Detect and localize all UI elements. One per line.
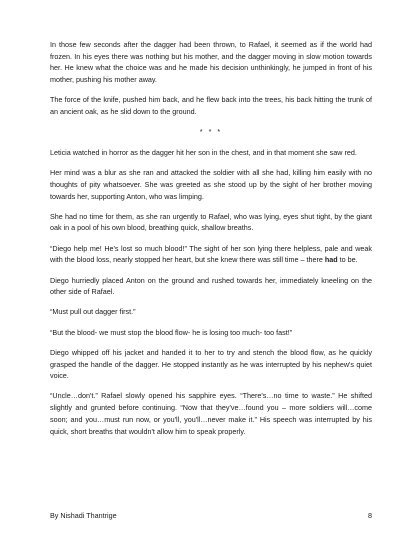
paragraph: “Uncle…don't.” Rafael slowly opened his sapphire eyes. “There's…no time to waste.” He shifted slightly and grunted before continuing. “Now that they've…found you – more soldiers will…come soon; and you…must run now, or you'll, you'll…never make it.” His speech was interrupted by his quick, short breaths that wouldn't allow him to speak properly. [50,391,372,436]
paragraph: The force of the knife, pushed him back, and he flew back into the trees, his back hitting the trunk of an ancient oak, as he slid down to the ground. [50,95,372,117]
paragraph: Diego whipped off his jacket and handed it to her to try and stench the blood flow, as he quickly grasped the handle of the dagger. He stopped instantly as he was interrupted by his nephew's quiet voice. [50,347,372,381]
paragraph: “Must pull out dagger first.” [50,307,136,317]
paragraph [50,243,372,266]
paragraph: In those few seconds after the dagger had been thrown, to Rafael, it seemed as if the world had frozen. In his eyes there was nothing but his mother, and the dagger moving in slow motion towards her. He knew what the choice was and he made his decision unthinkingly, he jumped in front of his mother, pushing his mother away. [50,40,372,85]
footer-author: By Nishadi Thantrige [50,511,117,520]
page-footer [50,511,372,521]
paragraph-text: to be. [339,255,358,265]
paragraph: She had no time for them, as she ran urgently to Rafael, who was lying, eyes shut tight, by the giant oak in a pool of his own blood, breathing quick, shallow breaths. [50,211,372,233]
paragraph-text: “Diego help me! He's lost so much blood!” The sight of her son lying there helpless, pale and weak with the blood loss, nearly stopped her heart, but she knew there was still time – there [50,243,372,265]
paragraph: Leticia watched in horror as the dagger hit her son in the chest, and in that moment she saw red. [50,147,357,157]
scene-separator: * * * [199,127,223,137]
paragraph: “But the blood- we must stop the blood flow- he is losing too much- too fast!” [50,327,293,337]
story-text [50,39,372,446]
paragraph: Diego hurriedly placed Anton on the ground and rushed towards her, immediately kneeling on the other side of Rafael. [50,275,372,297]
emphasis-text: had [324,255,338,265]
paragraph: Her mind was a blur as she ran and attacked the soldier with all she had, killing him easily with no thoughts of pity whatsoever. She was greeted as she stood up by the sight of her brother moving towards her, supporting Anton, who was limping. [50,168,372,201]
page-number: 8 [368,511,372,520]
